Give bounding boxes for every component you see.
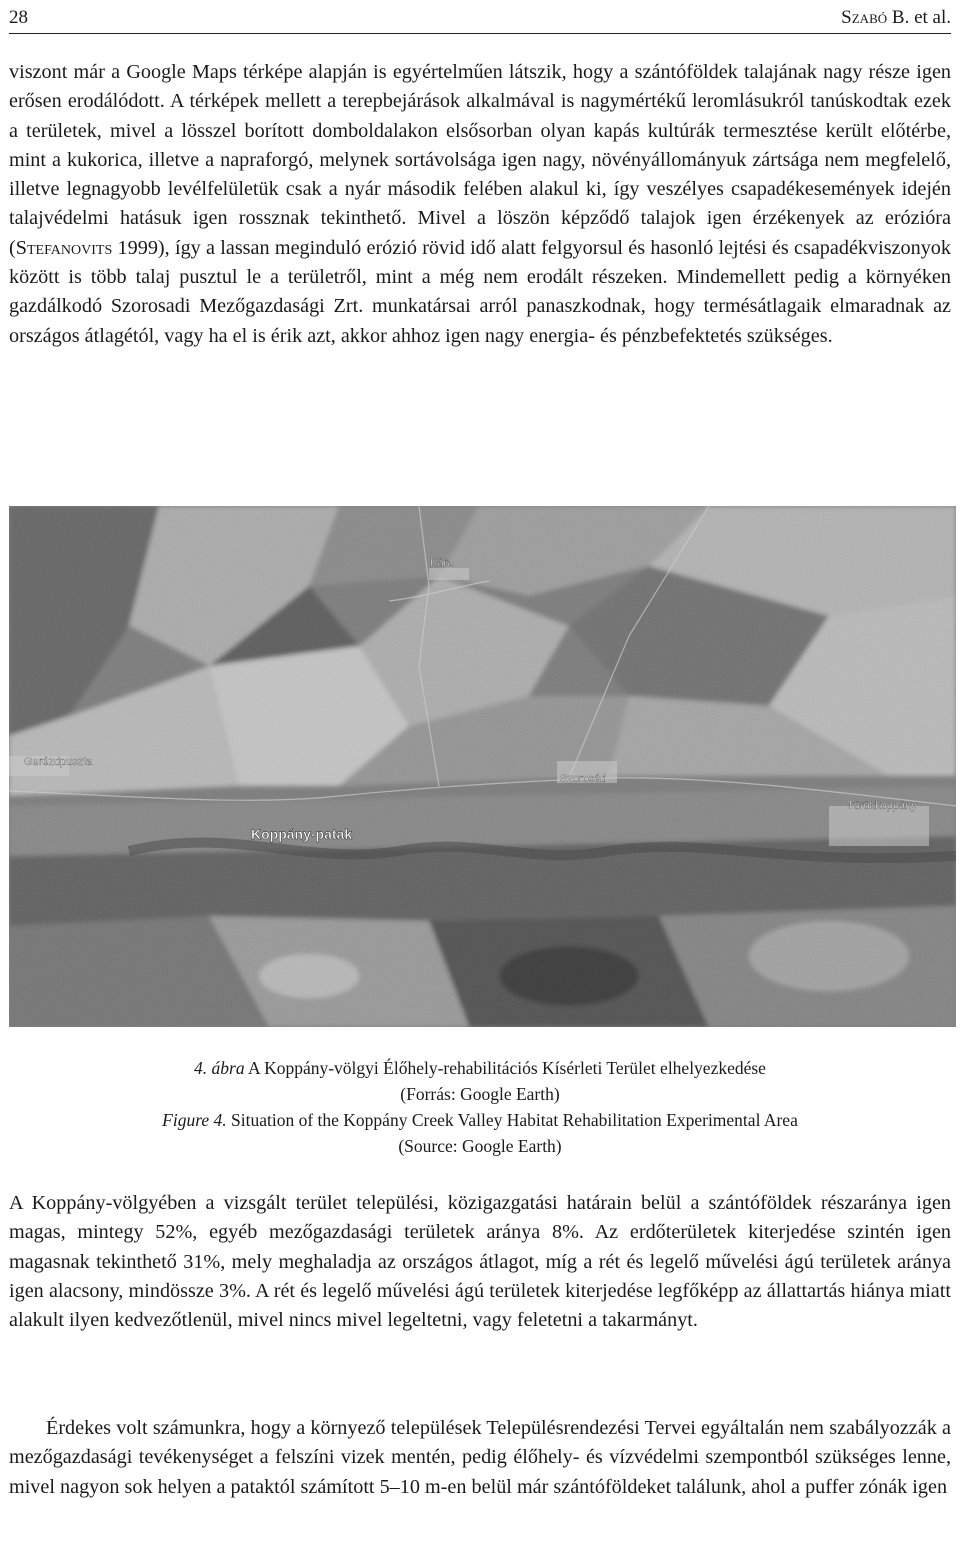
satellite-map-image <box>9 506 956 1027</box>
page-header <box>9 3 951 34</box>
map-label-szorosad: Szorosád <box>560 773 607 785</box>
satellite-map-figure <box>9 506 956 1027</box>
map-label-koppany-patak: Koppány-patak <box>251 826 353 842</box>
caption-en-label: Figure 4. <box>162 1110 227 1130</box>
running-head <box>841 7 951 29</box>
caption-en-line <box>0 1107 960 1133</box>
citation-stefanovits: Stefanovits <box>15 236 113 259</box>
caption-hu-label: 4. ábra <box>194 1058 245 1078</box>
paragraph-land-use: A Koppány-völgyében a vizsgált terület települési, közigazgatási határain belül a szántóföldek részaránya igen magas, mintegy 52%, egyéb mezőgazdasági területek aránya 8%. Az erdőterületek kiterjedése szintén igen magasnak tekinthető 31%, mely meghaladja az országos átlagot, míg a rét és legelő művelési ágú területek aránya igen alacsony, mindössze 3%. A rét és legelő művelési ágú területek kiterjedése legfőképp az állattartás hiánya miatt alakult ilyen kedvezőtlenül, mivel nincs mivel legeltetni, vagy feletetni a takarmányt. <box>9 1192 951 1332</box>
figure-caption <box>0 1055 960 1159</box>
paragraph-erosion-part1: viszont már a Google Maps térképe alapján is egyértelműen látszik, hogy a szántóföldek talajának nagy része igen erősen erodálódott. A térképek mellett a terepbejárások alkalmával is nagymértékű leromlásukról tanúskodtak ezek a területek, mivel a lösszel borított domboldalakon elsősorban olyan kapás kultúrák termesztése került előtérbe, mint a kukorica, illetve a napraforgó, melynek sortávolsága igen nagy, növényállományuk zártsága nem megfelelő, illetve legnagyobb levélfelületük csak a nyár második felében alakul ki, így veszélyes csapadékesemények idején talajvédelmi hatásuk igen rossznak tekinthető. Mivel a löszön képződő talajok igen érzékenyek az erózióra ( <box>9 61 951 259</box>
caption-en-source: (Source: Google Earth) <box>398 1136 562 1156</box>
caption-hu-line <box>0 1055 960 1081</box>
map-label-kara: Kára <box>430 557 454 569</box>
paragraph-settlement-plans: Érdekes volt számunkra, hogy a környező települések Településrendezési Tervei egyáltalán nem szabályozzák a mezőgazdasági tevékenységet a felszíni vizek mentén, pedig élőhely- és vízvédelmi szempontból szükséges lenne, mivel nagyon sok helyen a pataktól számított 5–10 m-en belül már szántóföldeket találunk, ahol a puffer zónák igen <box>9 1417 951 1498</box>
map-label-gerezdpuszta: Gerézdpuszta <box>24 756 93 768</box>
caption-hu-source: (Forrás: Google Earth) <box>400 1084 560 1104</box>
running-head-author: Szabó <box>841 7 888 28</box>
running-head-etal: B. et al. <box>887 7 951 28</box>
map-label-torokkoppany: Törökkoppány <box>847 800 917 812</box>
caption-en-text: Situation of the Koppány Creek Valley Habitat Rehabilitation Experimental Area <box>226 1110 798 1130</box>
paragraph-erosion-part2: 1999), így a lassan meginduló erózió rövid idő alatt felgyorsul és hasonló lejtési és csapadékviszonyok között is több talaj pusztul le a területről, mint a még nem erodált részeken. Mindemellett pedig a környéken gazdálkodó Szorosadi Mezőgazdasági Zrt. munkatársai arról panaszkodnak, hogy termésátlagaik elmaradnak az országos átlagétól, vagy ha el is érik azt, akkor ahhoz igen nagy energia- és pénzbefektetés szükséges. <box>9 236 951 347</box>
page-number: 28 <box>9 7 28 28</box>
caption-hu-text: A Koppány-völgyi Élőhely-rehabilitációs Kísérleti Terület elhelyezkedése <box>244 1058 766 1078</box>
paragraph-erosion <box>9 58 951 351</box>
